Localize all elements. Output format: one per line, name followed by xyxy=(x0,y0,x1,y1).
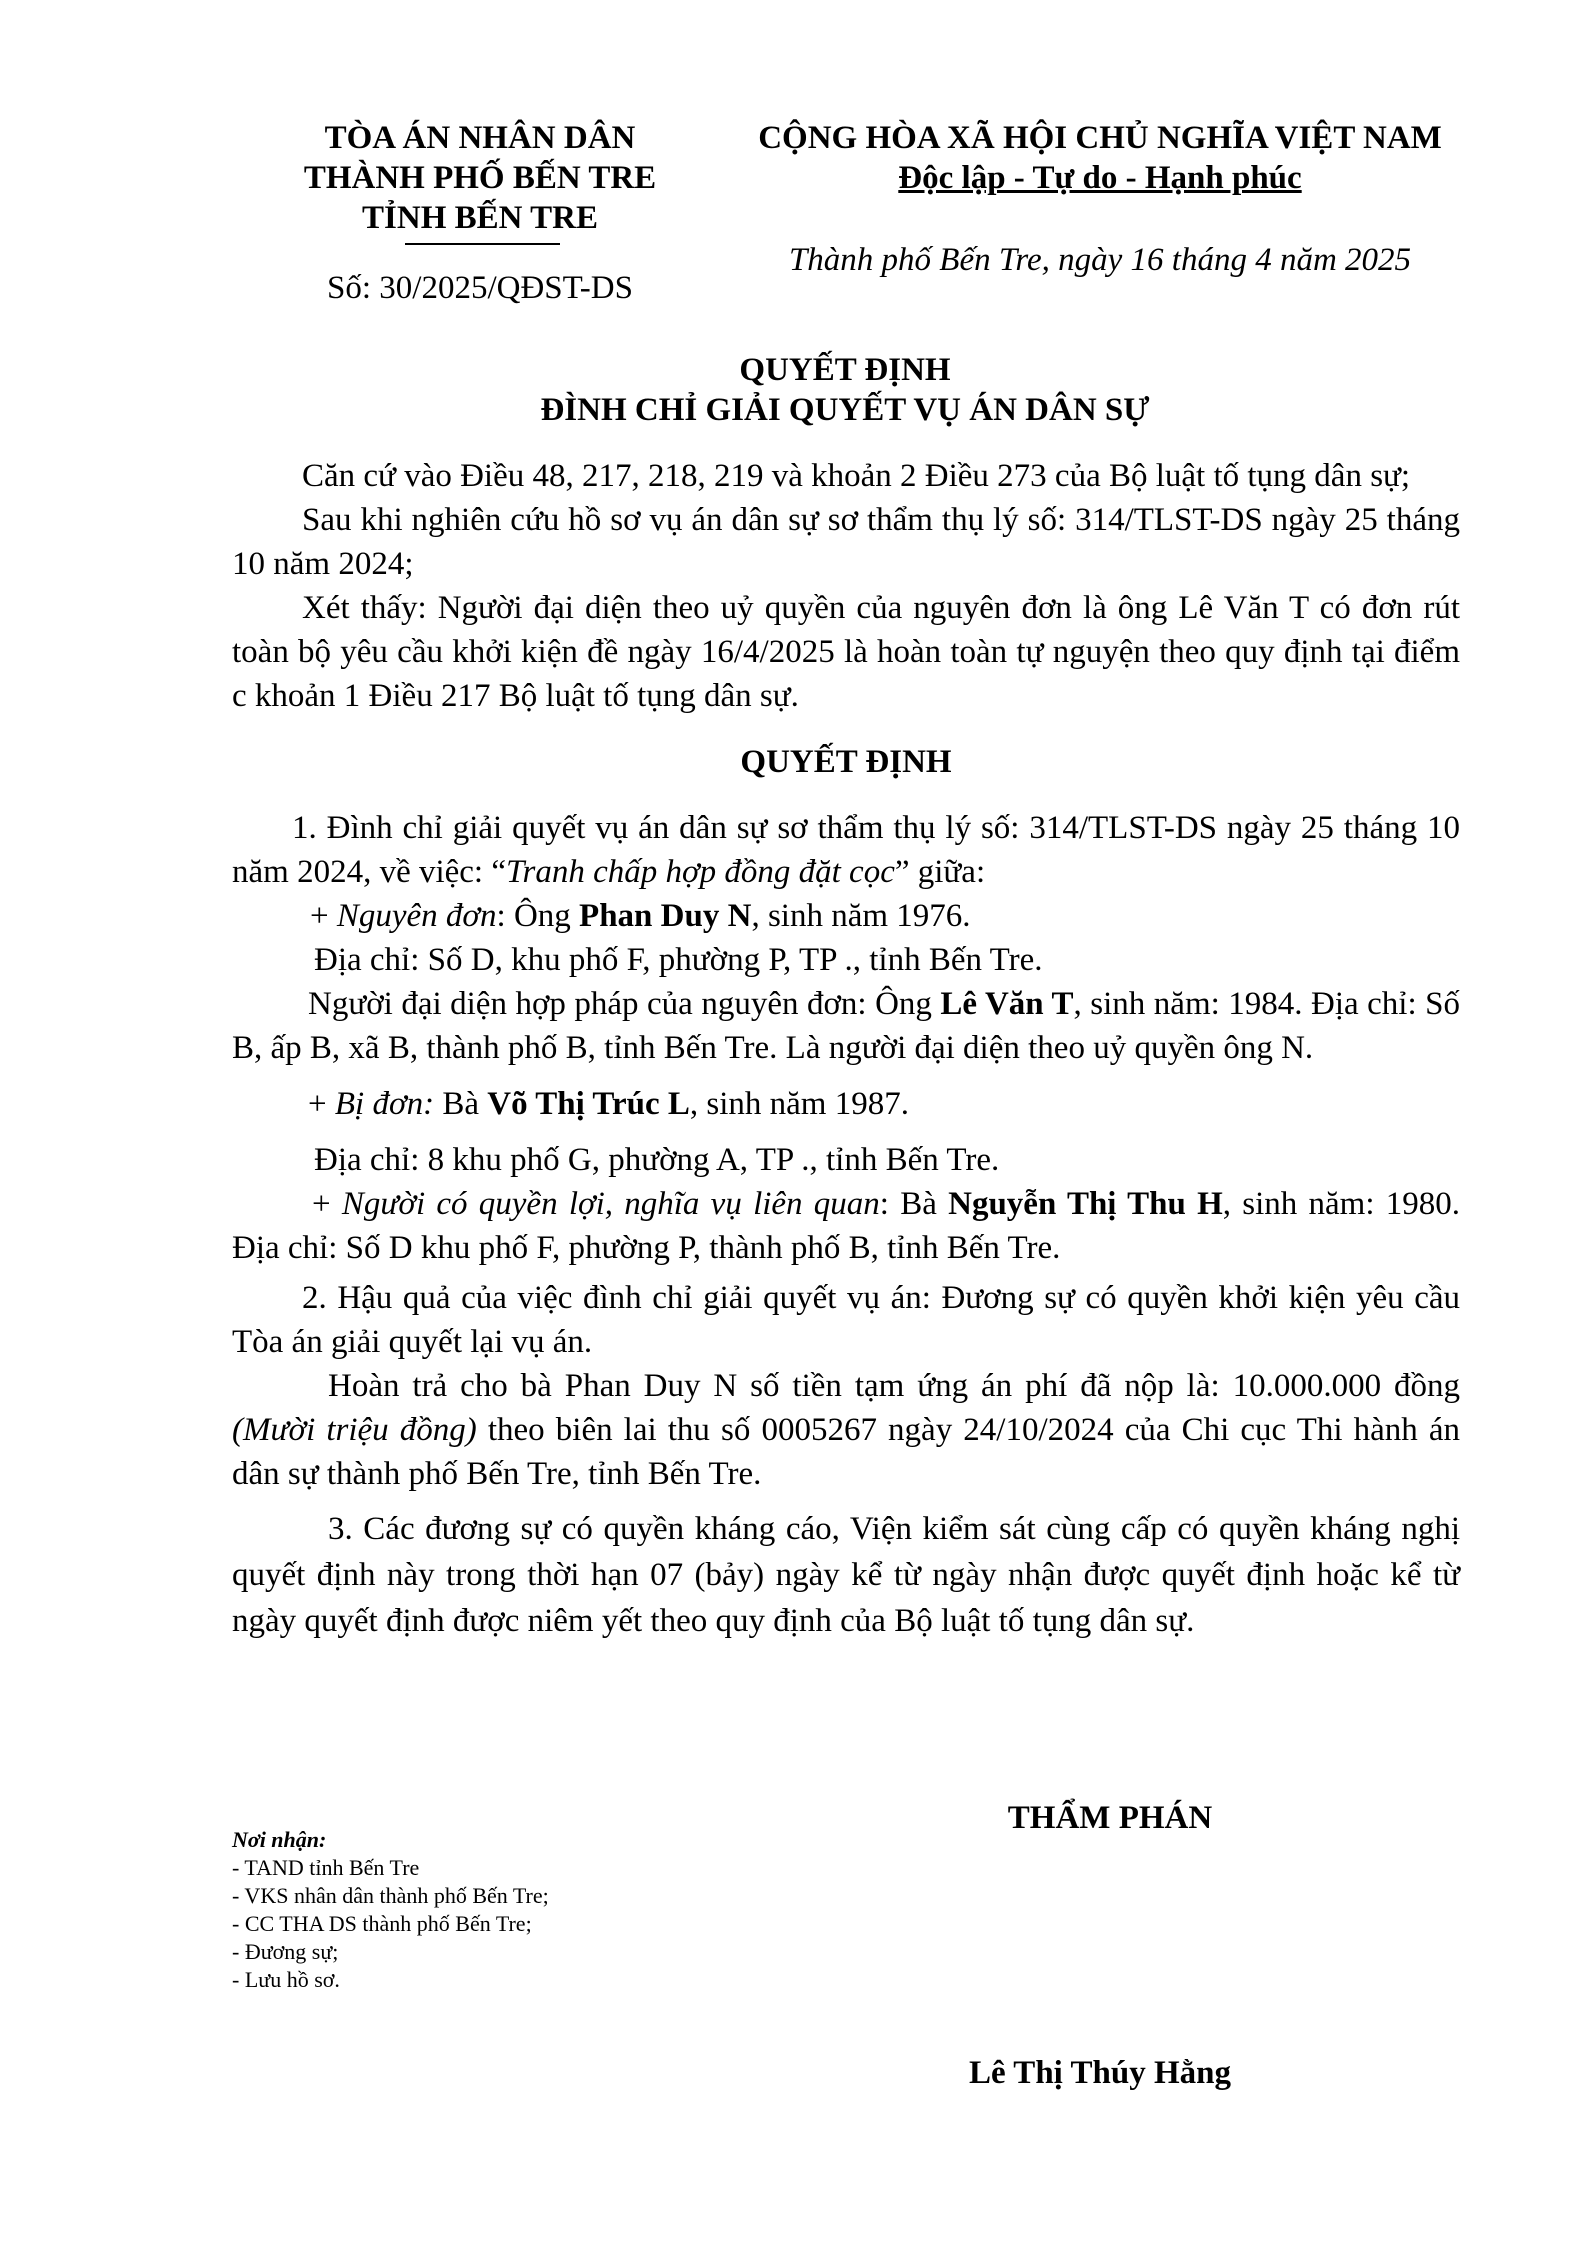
defendant-name: Võ Thị Trúc L xyxy=(487,1086,690,1122)
related-party-paragraph xyxy=(232,1182,1460,1270)
refund-text-b: theo biên lai thu số 0005267 ngày 24/10/2024 của Chi cục Thi hành án dân sự thành phố Bến Tre, tỉnh Bến Tre. xyxy=(232,1412,1460,1492)
preamble-legal-basis: Căn cứ vào Điều 48, 217, 218, 219 và khoản 2 Điều 273 của Bộ luật tố tụng dân sự; xyxy=(302,458,1411,494)
rep-text-a: Người đại diện hợp pháp của nguyên đơn: Ông xyxy=(308,986,941,1022)
plaintiff-name: Phan Duy N xyxy=(579,898,752,934)
defendant-address: Địa chỉ: 8 khu phố G, phường A, TP ., tỉnh Bến Tre. xyxy=(314,1142,1000,1178)
item1-paragraph xyxy=(232,806,1460,894)
defendant-tail: , sinh năm 1987. xyxy=(689,1086,909,1122)
national-motto-text: Độc lập - Tự do - Hạnh phúc xyxy=(898,160,1302,196)
plaintiff-line xyxy=(232,894,1460,938)
recipients-block xyxy=(232,1826,832,1994)
court-name-line2: THÀNH PHỐ BẾN TRE xyxy=(303,160,657,196)
rep-text-b: , sinh năm: 1984. Địa chỉ: Số B, ấp B, xã B, thành phố B, tỉnh Bến Tre. Là người đại diện theo uỷ quyền ông N. xyxy=(232,986,1460,1066)
refund-paragraph xyxy=(232,1364,1460,1496)
representative-name: Lê Văn T xyxy=(940,986,1074,1022)
national-title: CỘNG HÒA XÃ HỘI CHỦ NGHĨA VIỆT NAM xyxy=(758,120,1442,156)
signer-name: Lê Thị Thúy Hằng xyxy=(969,2055,1231,2091)
issue-date: Thành phố Bến Tre, ngày 16 tháng 4 năm 2025 xyxy=(788,242,1412,278)
preamble-consideration: Xét thấy: Người đại diện theo uỷ quyền của nguyên đơn là ông Lê Văn T có đơn rút toàn bộ yêu cầu khởi kiện đề ngày 16/4/2025 là hoàn toàn tự nguyện theo quy định tại điểm c khoản 1 Điều 217 Bộ luật tố tụng dân sự. xyxy=(232,590,1460,714)
plaintiff-mid: : Ông xyxy=(496,898,580,934)
item2-paragraph: 2. Hậu quả của việc đình chỉ giải quyết vụ án: Đương sự có quyền khởi kiện yêu cầu Tòa án giải quyết lại vụ án. xyxy=(232,1280,1460,1360)
decision-number: Số: 30/2025/QĐST-DS xyxy=(327,270,633,306)
recipient-item: - Đương sự; xyxy=(232,1939,339,1964)
item1-text-a: 1. Đình chỉ giải quyết vụ án dân sự sơ thẩm thụ lý số: 314/TLST-DS ngày 25 tháng 10 năm 2024, về việc: “ xyxy=(232,810,1460,890)
defendant-label: Bị đơn: xyxy=(334,1086,435,1122)
document-title xyxy=(230,350,1460,430)
signer-role: THẨM PHÁN xyxy=(1007,1800,1213,1836)
plaintiff-label: Nguyên đơn xyxy=(336,898,497,934)
related-name: Nguyễn Thị Thu H xyxy=(948,1186,1223,1222)
plaintiff-address: Địa chỉ: Số D, khu phố F, phường P, TP ., tỉnh Bến Tre. xyxy=(314,942,1043,978)
court-name-line1: TÒA ÁN NHÂN DÂN xyxy=(324,120,636,156)
recipient-item: - TAND tỉnh Bến Tre xyxy=(232,1855,420,1880)
related-label: Người có quyền lợi, nghĩa vụ liên quan xyxy=(341,1186,880,1222)
preamble-case-study: Sau khi nghiên cứu hồ sơ vụ án dân sự sơ thẩm thụ lý số: 314/TLST-DS ngày 25 tháng 10 năm 2024; xyxy=(232,502,1460,582)
refund-text-a: Hoàn trả cho bà Phan Duy N số tiền tạm ứng án phí đã nộp là: 10.000.000 đồng xyxy=(328,1368,1460,1404)
representative-paragraph xyxy=(232,982,1460,1070)
related-mid: : Bà xyxy=(879,1186,949,1222)
decision-heading: QUYẾT ĐỊNH xyxy=(740,744,952,780)
defendant-prefix: + xyxy=(308,1086,335,1122)
document-title-line2: ĐÌNH CHỈ GIẢI QUYẾT VỤ ÁN DÂN SỰ xyxy=(540,392,1150,428)
plaintiff-tail: , sinh năm 1976. xyxy=(751,898,971,934)
national-motto xyxy=(720,158,1480,198)
related-tail: , sinh năm: 1980. Địa chỉ: Số D khu phố F, phường P, thành phố B, tỉnh Bến Tre. xyxy=(232,1186,1460,1266)
item3-paragraph: 3. Các đương sự có quyền kháng cáo, Viện kiểm sát cùng cấp có quyền kháng nghị quyết định này trong thời hạn 07 (bảy) ngày kể từ ngày nhận được quyết định hoặc kể từ ngày quyết định được niêm yết theo quy định của Bộ luật tố tụng dân sự. xyxy=(232,1511,1460,1639)
case-subject: Tranh chấp hợp đồng đặt cọc xyxy=(506,854,895,890)
defendant-mid: Bà xyxy=(434,1086,488,1122)
document-body xyxy=(232,454,1460,1644)
recipients-heading: Nơi nhận: xyxy=(232,1827,327,1852)
court-name-line3: TỈNH BẾN TRE xyxy=(362,200,598,236)
recipient-item: - VKS nhân dân thành phố Bến Tre; xyxy=(232,1883,549,1908)
document-title-line1: QUYẾT ĐỊNH xyxy=(739,352,951,388)
item1-text-b: ” giữa: xyxy=(894,854,986,890)
recipient-item: - CC THA DS thành phố Bến Tre; xyxy=(232,1911,532,1936)
related-prefix: + xyxy=(312,1186,342,1222)
court-name-underline xyxy=(405,243,560,245)
refund-amount-words: (Mười triệu đồng) xyxy=(232,1412,477,1448)
recipient-item: - Lưu hồ sơ. xyxy=(232,1967,340,1992)
court-name-block xyxy=(250,118,710,238)
defendant-line xyxy=(232,1082,1460,1126)
plaintiff-prefix: + xyxy=(310,898,337,934)
